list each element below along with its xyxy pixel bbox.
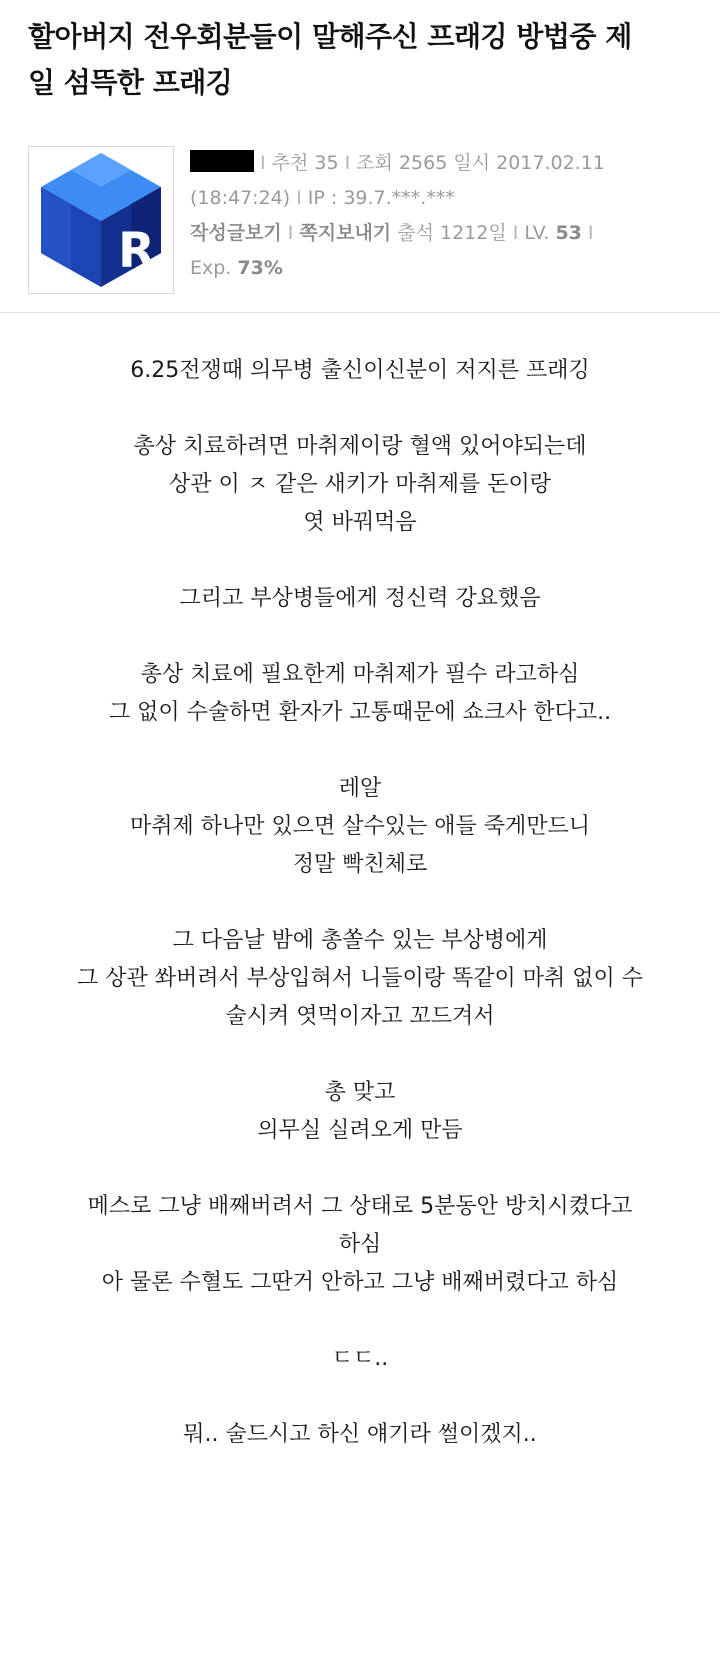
meta-separator: I — [260, 152, 266, 174]
ip-address: 39.7.***.*** — [343, 187, 455, 209]
post-title-line: 일 섬뜩한 프래깅 — [28, 66, 233, 99]
post-meta — [190, 146, 700, 286]
body-line: 총상 치료하려면 마취제이랑 혈액 있어야되는데 — [133, 434, 587, 459]
body-line: 그리고 부상병들에게 정신력 강요했음 — [179, 586, 541, 611]
body-line: 그 없이 수술하면 환자가 고통때문에 쇼크사 한다고.. — [108, 700, 612, 725]
meta-row-3 — [190, 216, 700, 251]
post-title-line: 할아버지 전우회분들이 말해주신 프래깅 방법중 제 — [28, 20, 632, 53]
meta-separator: I — [287, 222, 294, 244]
post-title — [28, 14, 692, 106]
recommend-count: 35 — [314, 152, 339, 174]
avatar-letter: R — [118, 223, 155, 279]
body-line: 상관 이 ㅈ 같은 새키가 마취제를 돈이랑 — [169, 472, 551, 497]
meta-separator: I — [296, 187, 302, 209]
body-paragraph — [20, 428, 700, 542]
body-paragraph — [20, 922, 700, 1036]
body-line: 그 다음날 밤에 총쏠수 있는 부상병에게 — [172, 928, 548, 953]
body-paragraph — [20, 580, 700, 618]
post-body — [20, 352, 700, 1492]
ip-label: IP : — [307, 187, 338, 209]
blue-cube-r-logo-icon — [29, 147, 173, 293]
attendance-days: 1212일 — [439, 222, 507, 244]
meta-row-4 — [190, 251, 700, 286]
views-label: 조회 — [356, 152, 393, 174]
meta-row-2 — [190, 181, 700, 216]
body-line: 아 물론 수혈도 그딴거 안하고 그냥 배째버렸다고 하심 — [101, 1270, 619, 1295]
body-line: ㄷㄷ.. — [331, 1346, 389, 1371]
body-paragraph — [20, 1188, 700, 1302]
body-paragraph — [20, 1416, 700, 1454]
meta-separator: I — [587, 222, 594, 244]
send-message-link[interactable]: 쪽지보내기 — [299, 222, 392, 244]
body-line: 술시켜 엿먹이자고 꼬드겨서 — [225, 1004, 495, 1029]
exp-value: 73% — [237, 257, 283, 279]
body-line: 뭐.. 술드시고 하신 얘기라 썰이겠지.. — [183, 1422, 537, 1447]
body-line: 정말 빡친체로 — [292, 852, 428, 877]
author-avatar[interactable] — [28, 146, 174, 294]
views-count: 2565 — [398, 152, 448, 174]
body-paragraph — [20, 656, 700, 732]
date-label: 일시 — [453, 152, 491, 174]
level-label: LV. — [524, 222, 550, 244]
body-line: 레알 — [338, 776, 382, 801]
meta-row-1 — [190, 146, 700, 181]
body-line: 메스로 그냥 배째버려서 그 상태로 5분동안 방치시켰다고 — [87, 1194, 633, 1219]
body-paragraph — [20, 1074, 700, 1150]
body-line: 총 맞고 — [324, 1080, 396, 1105]
body-line: 총상 치료에 필요한게 마취제가 필수 라고하심 — [140, 662, 580, 687]
meta-separator: I — [512, 222, 519, 244]
body-paragraph — [20, 352, 700, 390]
body-paragraph — [20, 1340, 700, 1378]
body-line: 6.25전쟁때 의무병 출신이신분이 저지른 프래깅 — [130, 358, 590, 383]
exp-label: Exp. — [190, 257, 232, 279]
recommend-label: 추천 — [271, 152, 309, 174]
body-line: 의무실 실려오게 만듬 — [257, 1118, 463, 1143]
body-paragraph — [20, 770, 700, 884]
header-divider — [0, 312, 720, 313]
attendance-label: 출석 — [397, 222, 434, 244]
body-line: 하심 — [338, 1232, 382, 1257]
view-posts-link[interactable]: 작성글보기 — [190, 222, 282, 244]
meta-separator: I — [344, 152, 351, 174]
body-line: 마취제 하나만 있으면 살수있는 애들 죽게만드니 — [129, 814, 590, 839]
author-name-redacted[interactable] — [190, 150, 254, 172]
level-value: 53 — [555, 222, 582, 244]
post-time: (18:47:24) — [190, 187, 291, 209]
body-line: 그 상관 쏴버려서 부상입혀서 니들이랑 똑같이 마취 없이 수 — [77, 966, 643, 991]
body-line: 엿 바꿔먹음 — [303, 510, 417, 535]
post-date: 2017.02.11 — [496, 152, 605, 174]
